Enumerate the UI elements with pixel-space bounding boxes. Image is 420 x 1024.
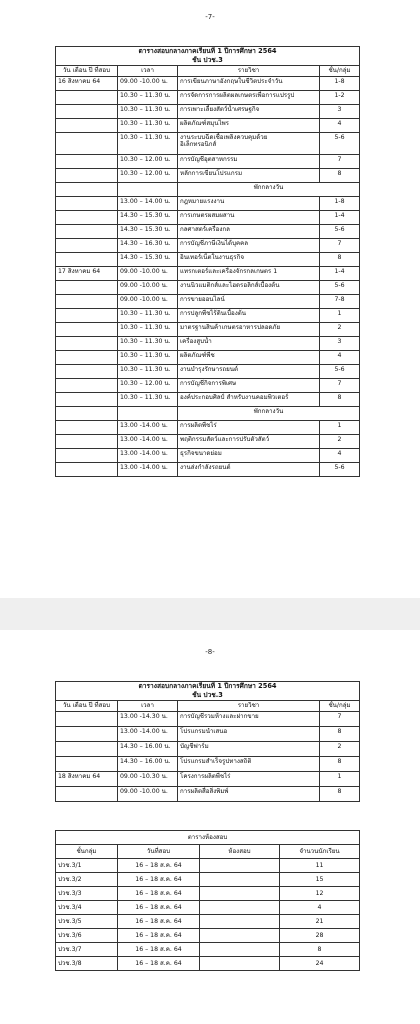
time-cell: 10.30 – 12.00 น.: [118, 154, 178, 168]
schedule-row: [56, 224, 360, 238]
schedule-row: [56, 252, 360, 266]
room-group-cell: ปวช.3/5: [56, 915, 118, 929]
subject-name: กฎหมายแรงงาน: [180, 197, 225, 205]
table-level: ชั้น ปวช.3: [56, 691, 360, 701]
room-row: [56, 901, 360, 915]
subject-cell: [178, 76, 320, 90]
room-count-cell: 12: [280, 887, 360, 901]
date-cell: [56, 336, 118, 350]
subject-name: องค์ประกอบศิลป์ สำหรับงานคอมพิวเตอร์: [180, 393, 289, 401]
exam-room-table: [55, 830, 360, 971]
date-cell: [56, 104, 118, 118]
subject-cell: [178, 434, 320, 448]
schedule-row: [56, 118, 360, 132]
time-cell: 10.30 – 11.30 น.: [118, 392, 178, 406]
subject-cell: [178, 462, 320, 476]
schedule-row: [56, 90, 360, 104]
subject-name: โปรแกรมสำเร็จรูปทางสถิติ: [180, 757, 252, 765]
schedule-row: [56, 168, 360, 182]
time-cell: 13.00 -14.00 น.: [118, 420, 178, 434]
time-cell: 10.30 – 11.30 น.: [118, 118, 178, 132]
group-cell: 1-8: [320, 76, 360, 90]
subject-cell: [178, 448, 320, 462]
date-cell: [56, 420, 118, 434]
date-cell: [56, 350, 118, 364]
subject-name: บัญชีฟาร์ม: [180, 742, 209, 750]
room-count-cell: 11: [280, 859, 360, 873]
subject-name: ธุรกิจขนาดย่อม: [180, 449, 222, 457]
room-name-cell: [200, 943, 280, 957]
room-date-cell: 16 – 18 ส.ค. 64: [118, 915, 200, 929]
room-group-cell: ปวช.3/8: [56, 957, 118, 971]
group-cell: 1: [320, 308, 360, 322]
subject-name: เครื่องสูบน้ำ: [180, 337, 212, 345]
time-cell: 10.30 – 11.30 น.: [118, 132, 178, 154]
schedule-row: [56, 280, 360, 294]
time-cell: 13.00 -14.00 น.: [118, 726, 178, 741]
subject-name: การบัญชีกิจการพิเศษ: [180, 379, 237, 387]
subject-cell: [178, 294, 320, 308]
schedule-row: [56, 196, 360, 210]
subject-cell: [178, 238, 320, 252]
subject-name: มาตรฐานสินค้าเกษตรอาหารปลอดภัย: [180, 323, 281, 331]
subject-cell: [178, 168, 320, 182]
group-cell: 4: [320, 118, 360, 132]
room-date-cell: 16 – 18 ส.ค. 64: [118, 957, 200, 971]
table-title: ตารางสอบกลางภาคเรียนที่ 1 ปีการศึกษา 2564: [56, 682, 360, 692]
subject-name: การผลิตพืชไร่: [180, 421, 217, 429]
subject-cell: [178, 711, 320, 726]
schedule-row: [56, 350, 360, 364]
time-cell: 14.30 – 15.30 น.: [118, 224, 178, 238]
subject-cell: [178, 741, 320, 756]
subject-cell: [178, 336, 320, 350]
col-header-time: เวลา: [118, 66, 178, 76]
subject-cell: [178, 280, 320, 294]
date-cell: [56, 392, 118, 406]
subject-name: การเพาะเลี้ยงสัตว์น้ำเศรษฐกิจ: [180, 105, 260, 113]
group-cell: 1-8: [320, 196, 360, 210]
room-row: [56, 887, 360, 901]
date-cell: [56, 118, 118, 132]
schedule-row: [56, 336, 360, 350]
col-header-subject: รายวิชา: [178, 701, 320, 711]
group-cell: 5-6: [320, 224, 360, 238]
group-cell: 5-6: [320, 462, 360, 476]
group-cell: 4: [320, 350, 360, 364]
date-cell: [56, 462, 118, 476]
group-cell: 1-4: [320, 266, 360, 280]
date-cell: [56, 132, 118, 154]
subject-cell: [178, 132, 320, 154]
subject-name: งานนิวแมติกส์และไฮดรอลิกส์เบื้องต้น: [180, 281, 280, 289]
room-count-cell: 21: [280, 915, 360, 929]
room-date-cell: 16 – 18 ส.ค. 64: [118, 943, 200, 957]
time-cell: 10.30 – 11.30 น.: [118, 308, 178, 322]
subject-name: งานส่งกำลังรถยนต์: [180, 463, 231, 471]
date-cell: [56, 434, 118, 448]
schedule-row: [56, 392, 360, 406]
room-count-cell: 15: [280, 873, 360, 887]
time-cell: 09.00 -10.00 น.: [118, 294, 178, 308]
group-cell: 2: [320, 741, 360, 756]
date-cell: [56, 322, 118, 336]
date-cell: [56, 168, 118, 182]
document-page-8: [0, 630, 420, 1024]
time-cell: 13.00 -14.00 น.: [118, 434, 178, 448]
subject-name: อินเทอร์เน็ตในงานธุรกิจ: [180, 253, 244, 261]
schedule-row: [56, 711, 360, 726]
time-cell: 09.00 -10.00 น.: [118, 266, 178, 280]
date-cell: [56, 756, 118, 771]
schedule-row: [56, 786, 360, 801]
room-table-title: ตารางห้องสอบ: [56, 831, 360, 845]
subject-cell: [178, 266, 320, 280]
room-count-cell: 28: [280, 929, 360, 943]
time-cell: 10.30 – 11.30 น.: [118, 104, 178, 118]
group-cell: 1: [320, 420, 360, 434]
schedule-row: [56, 434, 360, 448]
schedule-row: [56, 756, 360, 771]
room-count-cell: 8: [280, 943, 360, 957]
schedule-row: [56, 294, 360, 308]
date-cell: [56, 726, 118, 741]
group-cell: 8: [320, 252, 360, 266]
date-cell: [56, 280, 118, 294]
col-header-time: เวลา: [118, 701, 178, 711]
room-row: [56, 859, 360, 873]
subject-cell: [178, 756, 320, 771]
subject-cell: [178, 104, 320, 118]
schedule-row: [56, 76, 360, 90]
schedule-row: [56, 210, 360, 224]
date-cell: 18 สิงหาคม 64: [56, 771, 118, 786]
time-cell: 13.00 -14.30 น.: [118, 711, 178, 726]
subject-cell: [178, 378, 320, 392]
subject-cell: [178, 786, 320, 801]
time-cell: [118, 406, 178, 420]
date-cell: [56, 364, 118, 378]
lunch-break-row: [56, 182, 360, 196]
subject-cell: [178, 308, 320, 322]
subject-cell: [178, 224, 320, 238]
exam-schedule-table-page-7: [55, 46, 360, 477]
group-cell: 3: [320, 336, 360, 350]
subject-name: กลศาสตร์เครื่องกล: [180, 225, 230, 233]
room-name-cell: [200, 887, 280, 901]
schedule-row: [56, 378, 360, 392]
subject-name: ผลิตภัณฑ์พืช: [180, 351, 215, 359]
subject-cell: [178, 771, 320, 786]
room-date-cell: 16 – 18 ส.ค. 64: [118, 901, 200, 915]
room-col-header-date: วันที่สอบ: [118, 845, 200, 859]
schedule-row: [56, 322, 360, 336]
room-name-cell: [200, 929, 280, 943]
schedule-row: [56, 771, 360, 786]
table-title: ตารางสอบกลางภาคเรียนที่ 1 ปีการศึกษา 2564: [56, 47, 360, 57]
schedule-row: [56, 266, 360, 280]
subject-name: แทรกเตอร์และเครื่องจักรกลเกษตร 1: [180, 267, 278, 275]
group-cell: 8: [320, 756, 360, 771]
subject-cell: [178, 90, 320, 104]
time-cell: 09.00 -10.00 น.: [118, 76, 178, 90]
subject-name: งานบำรุงรักษารถยนต์: [180, 365, 239, 373]
group-cell: 5-6: [320, 280, 360, 294]
subject-name-continued: อิเล็กทรอนิกส์: [180, 140, 217, 148]
subject-cell: [178, 118, 320, 132]
room-group-cell: ปวช.3/7: [56, 943, 118, 957]
lunch-break-row: [56, 406, 360, 420]
group-cell: 3: [320, 104, 360, 118]
group-cell: 8: [320, 726, 360, 741]
room-col-header-room: ห้องสอบ: [200, 845, 280, 859]
group-cell: 8: [320, 392, 360, 406]
schedule-row: [56, 132, 360, 154]
date-cell: [56, 196, 118, 210]
date-cell: 17 สิงหาคม 64: [56, 266, 118, 280]
schedule-row: [56, 462, 360, 476]
subject-cell: [178, 210, 320, 224]
col-header-date: วัน เดือน ปี ที่สอบ: [56, 701, 118, 711]
subject-name: การขายออนไลน์: [180, 295, 225, 303]
date-cell: [56, 90, 118, 104]
room-col-header-group: ชั้นกลุ่ม: [56, 845, 118, 859]
time-cell: 09.00 -10.00 น.: [118, 786, 178, 801]
room-date-cell: 16 – 18 ส.ค. 64: [118, 873, 200, 887]
date-cell: [56, 182, 118, 196]
date-cell: [56, 448, 118, 462]
schedule-row: [56, 308, 360, 322]
group-cell: 5-6: [320, 132, 360, 154]
room-col-header-count: จำนวนนักเรียน: [280, 845, 360, 859]
subject-cell: [178, 726, 320, 741]
subject-cell: [178, 196, 320, 210]
date-cell: [56, 406, 118, 420]
time-cell: 14.30 – 15.30 น.: [118, 210, 178, 224]
subject-name: พฤติกรรมสัตว์และการปรับตัวสัตว์: [180, 435, 270, 443]
group-cell: 4: [320, 448, 360, 462]
room-row: [56, 915, 360, 929]
group-cell: 8: [320, 168, 360, 182]
schedule-row: [56, 726, 360, 741]
group-cell: 8: [320, 786, 360, 801]
room-count-cell: 4: [280, 901, 360, 915]
schedule-row: [56, 420, 360, 434]
col-header-group: ชั้น/กลุ่ม: [320, 701, 360, 711]
subject-name: โครงการผลิตพืชไร่: [180, 772, 231, 780]
date-cell: [56, 741, 118, 756]
col-header-group: ชั้น/กลุ่ม: [320, 66, 360, 76]
col-header-date: วัน เดือน ปี ที่สอบ: [56, 66, 118, 76]
time-cell: 14.30 – 16.30 น.: [118, 238, 178, 252]
time-cell: 10.30 – 11.30 น.: [118, 336, 178, 350]
room-group-cell: ปวช.3/2: [56, 873, 118, 887]
subject-name: การบัญชีอุตสาหกรรม: [180, 155, 238, 163]
time-cell: 14.30 – 16.00 น.: [118, 741, 178, 756]
room-date-cell: 16 – 18 ส.ค. 64: [118, 859, 200, 873]
group-cell: 7: [320, 238, 360, 252]
date-cell: [56, 252, 118, 266]
room-name-cell: [200, 957, 280, 971]
room-row: [56, 929, 360, 943]
subject-cell: [178, 420, 320, 434]
page-number: -7-: [205, 13, 215, 21]
schedule-row: [56, 364, 360, 378]
subject-name: การบัญชีรวมห้างและฝากขาย: [180, 712, 259, 720]
date-cell: [56, 378, 118, 392]
date-cell: [56, 238, 118, 252]
room-row: [56, 873, 360, 887]
time-cell: 13.00 -14.00 น.: [118, 448, 178, 462]
subject-cell: [178, 392, 320, 406]
room-group-cell: ปวช.3/6: [56, 929, 118, 943]
schedule-row: [56, 104, 360, 118]
schedule-row: [56, 448, 360, 462]
date-cell: [56, 308, 118, 322]
group-cell: 1: [320, 771, 360, 786]
time-cell: [118, 182, 178, 196]
room-date-cell: 16 – 18 ส.ค. 64: [118, 887, 200, 901]
date-cell: [56, 210, 118, 224]
group-cell: 7: [320, 378, 360, 392]
schedule-row: [56, 741, 360, 756]
date-cell: [56, 154, 118, 168]
time-cell: 10.30 – 12.00 น.: [118, 378, 178, 392]
time-cell: 09.00 -10.00 น.: [118, 280, 178, 294]
time-cell: 14.30 – 15.30 น.: [118, 252, 178, 266]
group-cell: 7: [320, 711, 360, 726]
table-level: ชั้น ปวช.3: [56, 56, 360, 66]
room-name-cell: [200, 915, 280, 929]
subject-cell: [178, 322, 320, 336]
time-cell: 10.30 – 11.30 น.: [118, 350, 178, 364]
date-cell: [56, 224, 118, 238]
group-cell: 7-8: [320, 294, 360, 308]
subject-name: การปลูกพืชไร้ดินเบื้องต้น: [180, 309, 246, 317]
subject-name: งานระบบฉีดเชื้อเพลิงควบคุมด้วย: [180, 133, 268, 141]
group-cell: 1-4: [320, 210, 360, 224]
subject-name: การบัญชีภาษีเงินได้บุคคล: [180, 239, 249, 247]
schedule-row: [56, 154, 360, 168]
room-group-cell: ปวช.3/4: [56, 901, 118, 915]
time-cell: 13.00 -14.00 น.: [118, 462, 178, 476]
room-count-cell: 24: [280, 957, 360, 971]
room-group-cell: ปวช.3/1: [56, 859, 118, 873]
col-header-subject: รายวิชา: [178, 66, 320, 76]
subject-name: หลักการเขียนโปรแกรม: [180, 169, 243, 177]
subject-name: โปรแกรมนำเสนอ: [180, 727, 228, 735]
date-cell: 16 สิงหาคม 64: [56, 76, 118, 90]
time-cell: 09.00 -10.30 น.: [118, 771, 178, 786]
time-cell: 10.30 – 11.30 น.: [118, 364, 178, 378]
date-cell: [56, 786, 118, 801]
lunch-break-label: พักกลางวัน: [178, 182, 360, 196]
room-name-cell: [200, 859, 280, 873]
schedule-row: [56, 238, 360, 252]
group-cell: 1-2: [320, 90, 360, 104]
exam-schedule-table-page-8: [55, 681, 360, 802]
subject-name: การเกษตรผสมผสาน: [180, 211, 235, 219]
subject-cell: [178, 350, 320, 364]
subject-cell: [178, 364, 320, 378]
room-date-cell: 16 – 18 ส.ค. 64: [118, 929, 200, 943]
time-cell: 13.00 – 14.00 น.: [118, 196, 178, 210]
page-number: -8-: [205, 648, 215, 656]
group-cell: 2: [320, 322, 360, 336]
room-name-cell: [200, 873, 280, 887]
subject-name: การเขียนภาษาอังกฤษในชีวิตประจำวัน: [180, 77, 283, 85]
room-name-cell: [200, 901, 280, 915]
lunch-break-label: พักกลางวัน: [178, 406, 360, 420]
subject-name: การผลิตสื่อสิ่งพิมพ์: [180, 787, 229, 795]
date-cell: [56, 711, 118, 726]
group-cell: 2: [320, 434, 360, 448]
time-cell: 10.30 – 11.30 น.: [118, 90, 178, 104]
subject-cell: [178, 252, 320, 266]
group-cell: 5-6: [320, 364, 360, 378]
room-group-cell: ปวช.3/3: [56, 887, 118, 901]
subject-name: การจัดการการผลิตผลเกษตรเพื่อการแปรรูป: [180, 91, 295, 99]
subject-cell: [178, 154, 320, 168]
subject-name: ผลิตภัณฑ์สมุนไพร: [180, 119, 229, 127]
room-row: [56, 943, 360, 957]
time-cell: 10.30 – 11.30 น.: [118, 322, 178, 336]
room-row: [56, 957, 360, 971]
time-cell: 10.30 – 12.00 น.: [118, 168, 178, 182]
time-cell: 14.30 – 16.00 น.: [118, 756, 178, 771]
date-cell: [56, 294, 118, 308]
group-cell: 7: [320, 154, 360, 168]
